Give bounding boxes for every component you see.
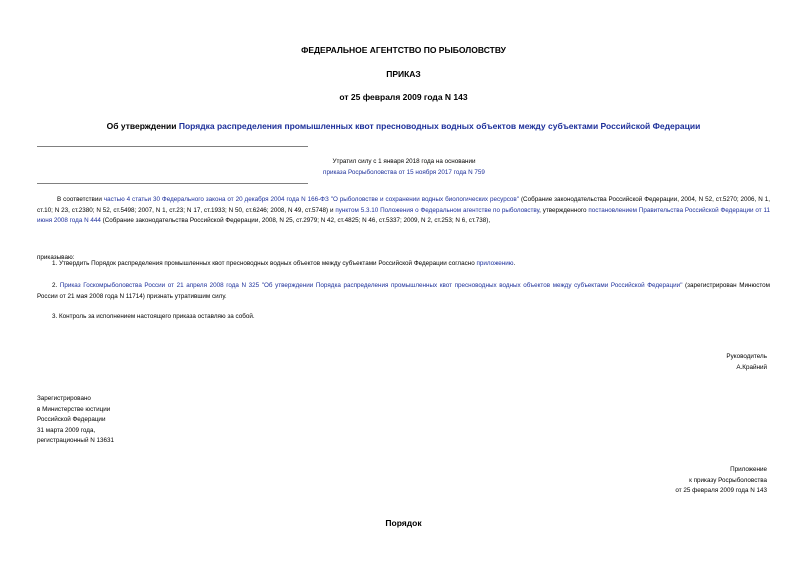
- resolution-444-link[interactable]: постановлением Правительства Российской Федерации от 11 июня 2008 года N 444: [37, 206, 770, 224]
- registration-block: [37, 394, 114, 447]
- doc-title-prefix: Об утверждении: [106, 121, 179, 131]
- appendix-line: к приказу Росрыболовства: [689, 476, 767, 484]
- item-2-num: 2.: [52, 282, 60, 289]
- order-325-link[interactable]: Приказ Госкомрыболовства России от 21 апреля 2008 года N 325 "Об утверждении Порядка распределения промышленных квот пресноводных водных объектов между субъектами Российской Федерации": [59, 282, 683, 289]
- section-title: Порядок: [385, 518, 422, 528]
- preamble-text-3: , утвержденного: [539, 206, 589, 214]
- doc-date-heading: от 25 февраля 2009 года N 143: [339, 92, 468, 102]
- agency-heading: ФЕДЕРАЛЬНОЕ АГЕНТСТВО ПО РЫБОЛОВСТВУ: [301, 45, 506, 55]
- appendix-link[interactable]: приложению: [476, 260, 514, 267]
- item-2-text: (зарегистрирован Минюстом России от 21 мая 2008 года N 11714) признать утратившим силу.: [37, 282, 771, 300]
- law-166-link[interactable]: частью 4 статьи 30 Федерального закона от 20 декабря 2004 года N 166-ФЗ "О рыболовстве и сохранении водных биологических ресурсов": [103, 196, 520, 203]
- appendix-line: Приложение: [730, 466, 767, 473]
- preamble-text-2: (Собрание законодательства Российской Федерации, 2004, N 52, ст.5270; 2006, N 1, ст.10; N 23, ст.2380; N 52, ст.5498; 2007, N 1, ст.23; N 17, ст.1933; N 50, ст.6246; 2008, N 49, ст.5748) и: [37, 196, 770, 214]
- registration-line: Российской Федерации: [37, 416, 106, 423]
- item-3: 3. Контроль за исполнением настоящего приказа оставляю за собой.: [52, 313, 255, 320]
- preamble-text-1: В соответствии: [57, 196, 104, 203]
- preamble-text-4: (Собрание законодательства Российской Федерации, 2008, N 25, ст.2979; N 42, ст.4825; N 46, ст.5337; 2009, N 2, ст.253; N 6, ст.738),: [100, 217, 491, 224]
- doc-title-link[interactable]: Порядка распределения промышленных квот пресноводных водных объектов между субъектами Российской Федерации: [178, 121, 701, 131]
- item-2: [37, 281, 770, 302]
- registration-line: 31 марта 2009 года,: [37, 426, 96, 434]
- regulation-5-3-10-link[interactable]: пунктом 5.3.10 Положения о Федеральном агентстве по рыболовству: [335, 206, 540, 214]
- status-note-link[interactable]: приказа Росрыболовства от 15 ноября 2017 года N 759: [323, 168, 485, 176]
- appendix-line: от 25 февраля 2009 года N 143: [675, 487, 767, 494]
- doc-title: [0, 121, 807, 131]
- bottom-divider: [37, 183, 308, 184]
- item-1-text: 1. Утвердить Порядок распределения промышленных квот пресноводных водных объектов между субъектами Российской Федерации согласно: [52, 260, 477, 267]
- item-1-end: .: [513, 260, 516, 267]
- status-note-line: Утратил силу с 1 января 2018 года на основании: [332, 158, 476, 165]
- item-1: [37, 259, 770, 270]
- appendix-block: [675, 465, 767, 497]
- doc-type-heading: ПРИКАЗ: [386, 69, 421, 79]
- registration-line: регистрационный N 13631: [37, 437, 115, 444]
- signature-name: А.Крайний: [736, 363, 767, 371]
- order-word: приказываю:: [37, 254, 75, 261]
- registration-line: Зарегистрировано: [37, 395, 91, 402]
- signature-position: Руководитель: [726, 353, 767, 360]
- top-divider: [37, 146, 308, 147]
- preamble-paragraph: [37, 195, 770, 227]
- status-note: [200, 157, 608, 178]
- registration-line: в Министерстве юстиции: [37, 405, 111, 413]
- signature-block: [726, 352, 767, 373]
